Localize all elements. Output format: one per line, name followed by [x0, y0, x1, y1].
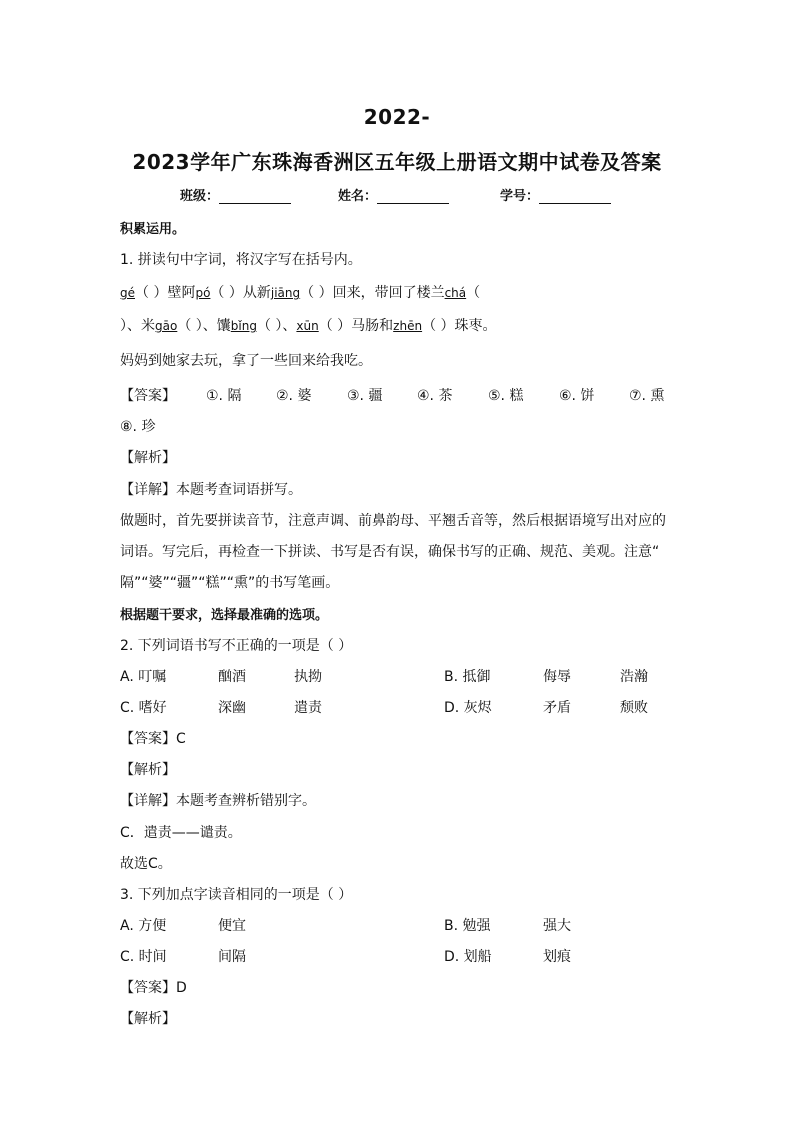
text: （ ）从新	[210, 285, 271, 301]
q3-option-b: B. 勉强	[444, 918, 491, 934]
answer-2: ②. 婆	[276, 388, 312, 404]
text: （ ）、馕	[177, 318, 231, 334]
text: （ ）壁阿	[135, 285, 196, 301]
q2-stem: 2. 下列词语书写不正确的一项是（ ）	[120, 638, 353, 654]
answer-3: ③. 疆	[347, 388, 383, 404]
q2-option-b: B. 抵御	[444, 669, 491, 685]
text: （	[466, 285, 481, 301]
name-blank	[377, 190, 449, 204]
id-blank	[539, 190, 611, 204]
section2-heading: 根据题干要求，选择最准确的选项。	[120, 608, 329, 623]
class-field	[180, 185, 291, 204]
q2-option-b-word3: 浩瀚	[620, 669, 648, 685]
pinyin: gāo	[155, 319, 178, 333]
q3-stem: 3. 下列加点字读音相同的一项是（ ）	[120, 887, 353, 903]
title-line-1: 2022-	[363, 105, 431, 129]
q2-option-a-word2: 酗酒	[218, 669, 246, 685]
q2-analysis-label: 【解析】	[120, 762, 176, 778]
pinyin: bǐng	[230, 319, 257, 333]
q1-analysis-label: 【解析】	[120, 450, 176, 466]
name-label: 姓名：	[338, 189, 378, 204]
answer-6: ⑥. 饼	[559, 388, 595, 404]
answer-4: ④. 茶	[417, 388, 453, 404]
q1-answer-row	[120, 385, 680, 405]
q1-row3: 妈妈到她家去玩，拿了一些回来给我吃。	[120, 353, 372, 369]
pinyin: xūn	[296, 319, 319, 333]
q2-option-d-word3: 颓败	[620, 700, 648, 716]
q2-option-c-word2: 深幽	[218, 700, 246, 716]
q2-option-a-word3: 执拗	[294, 669, 322, 685]
q1-para2: 词语。写完后，再检查一下拼读、书写是否有误，确保书写的正确、规范、美观。注意“	[120, 544, 660, 560]
q2-option-a: A. 叮嘱	[120, 669, 167, 685]
text: （ ）珠枣。	[422, 318, 497, 334]
name-field	[338, 185, 449, 204]
section1-heading: 积累运用。	[120, 222, 186, 237]
q2-explain-2: 故选C。	[120, 856, 172, 872]
q3-answer: 【答案】D	[120, 980, 187, 996]
q3-option-c: C. 时间	[120, 949, 167, 965]
q1-para1: 做题时，首先要拼读音节，注意声调、前鼻韵母、平翘舌音等，然后根据语境写出对应的	[120, 513, 666, 529]
text: （ ）回来，带回了楼兰	[300, 285, 445, 301]
q3-option-d: D. 划船	[444, 949, 492, 965]
answer-5: ⑤. 糕	[488, 388, 524, 404]
text: （ ）、	[256, 318, 297, 334]
q2-option-d-word2: 矛盾	[543, 700, 571, 716]
q2-answer: 【答案】C	[120, 731, 186, 747]
answer-7: ⑦. 熏	[629, 388, 665, 404]
answer-label: 【答案】	[120, 388, 176, 404]
title-line-2: 2023学年广东珠海香洲区五年级上册语文期中试卷及答案	[132, 150, 662, 174]
id-field	[500, 185, 611, 204]
q2-option-d: D. 灰烬	[444, 700, 492, 716]
q2-explain-1: C．遣责——谴责。	[120, 825, 242, 841]
class-label: 班级：	[180, 189, 220, 204]
pinyin: zhēn	[393, 319, 423, 333]
pinyin: chá	[444, 286, 467, 300]
q3-option-a: A. 方便	[120, 918, 167, 934]
q1-row1	[120, 282, 480, 302]
q3-option-d-word2: 划痕	[543, 949, 571, 965]
q2-option-c: C. 嗜好	[120, 700, 167, 716]
text: （ ）马肠和	[318, 318, 394, 334]
q3-option-c-word2: 间隔	[218, 949, 246, 965]
q1-para3: 隔”“婆”“疆”“糕”“熏”的书写笔画。	[120, 575, 340, 591]
class-blank	[219, 190, 291, 204]
id-label: 学号：	[500, 189, 540, 204]
q2-option-b-word2: 侮辱	[543, 669, 571, 685]
q1-stem: 1. 拼读句中字词，将汉字写在括号内。	[120, 252, 362, 268]
q1-answer-last: ⑧. 珍	[120, 419, 156, 435]
q3-option-a-word2: 便宜	[218, 918, 246, 934]
q3-analysis-label: 【解析】	[120, 1011, 176, 1027]
answer-1: ①. 隔	[206, 388, 242, 404]
q2-option-c-word3: 遣责	[294, 700, 322, 716]
q2-detail: 【详解】本题考查辨析错别字。	[120, 793, 316, 809]
pinyin: jiāng	[270, 286, 301, 300]
q1-detail: 【详解】本题考查词语拼写。	[120, 482, 302, 498]
q3-option-b-word2: 强大	[543, 918, 571, 934]
pinyin: pó	[195, 286, 211, 300]
text: ）、米	[120, 318, 155, 334]
q1-row2	[120, 315, 497, 335]
pinyin: gé	[120, 286, 135, 300]
